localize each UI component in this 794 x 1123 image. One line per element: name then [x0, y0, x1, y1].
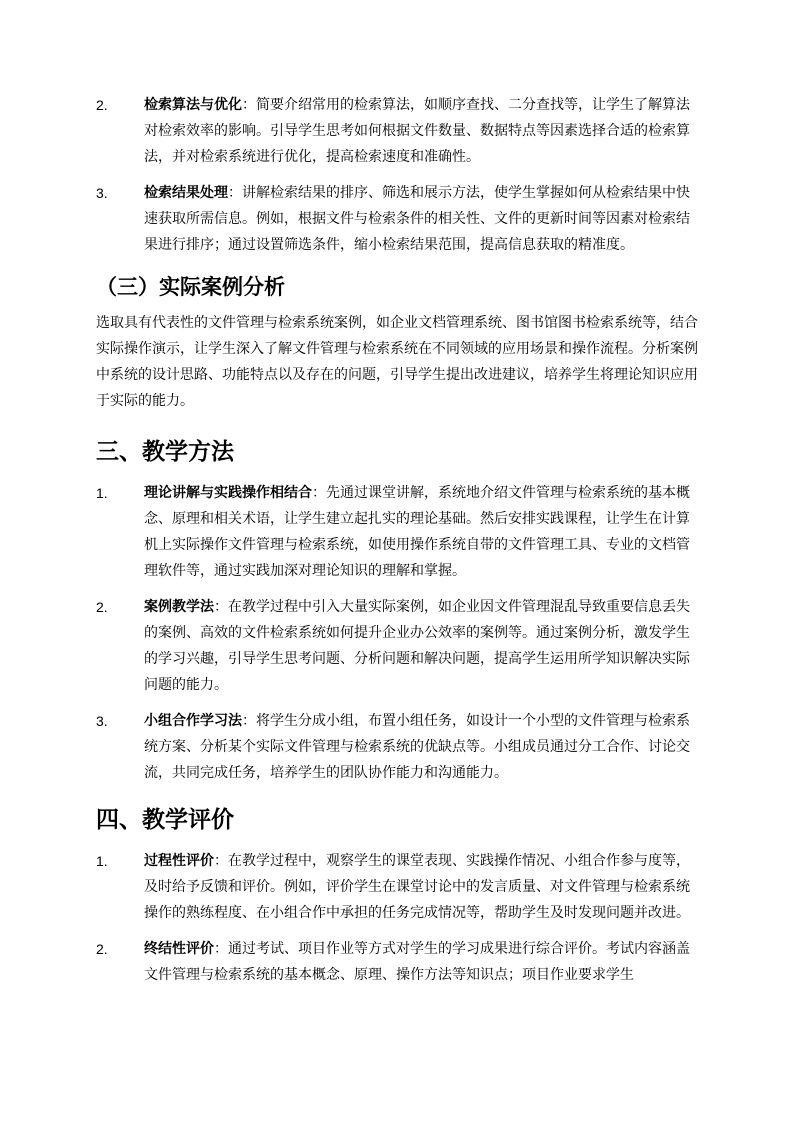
document-page — [96, 92, 702, 998]
list-item-label: 过程性评价 — [144, 853, 214, 869]
list-item — [96, 848, 702, 926]
list-item-text: 在教学过程中，观察学生的课堂表现、实践操作情况、小组合作参与度等，及时给予反馈和评价。例如，评价学生在课堂讨论中的发言质量、对文件管理与检索系统操作的熟练程度、在小组合作中承担的任务完成情况等，帮助学生及时发现问题并改进。 — [144, 853, 690, 921]
list-number: 1. — [96, 853, 108, 869]
list-item-separator: ： — [228, 185, 242, 201]
list-item — [96, 708, 702, 786]
list-number: 2. — [96, 941, 108, 957]
list-item — [96, 936, 702, 988]
teaching-evaluation-list — [96, 848, 702, 988]
case-analysis-paragraph: 选取具有代表性的文件管理与检索系统案例，如企业文档管理系统、图书馆图书检索系统等，结合实际操作演示，让学生深入了解文件管理与检索系统在不同领域的应用场景和操作流程。分析案例中系统的设计思路、功能特点以及存在的问题，引导学生提出改进建议，培养学生将理论知识应用于实际的能力。 — [96, 315, 698, 409]
list-item-separator: ： — [312, 485, 326, 501]
section-heading-teaching-evaluation: 四、教学评价 — [96, 807, 234, 833]
list-item-separator: ： — [242, 713, 256, 729]
section-heading-case-analysis: （三）实际案例分析 — [96, 275, 285, 299]
list-item-separator: ： — [242, 97, 256, 113]
top-list — [96, 92, 702, 258]
list-item-text: 通过考试、项目作业等方式对学生的学习成果进行综合评价。考试内容涵盖文件管理与检索系统的基本概念、原理、操作方法等知识点；项目作业要求学生 — [144, 941, 690, 983]
list-item-separator: ： — [214, 599, 228, 615]
list-item-text: 先通过课堂讲解，系统地介绍文件管理与检索系统的基本概念、原理和相关术语，让学生建立起扎实的理论基础。然后安排实践课程，让学生在计算机上实际操作文件管理与检索系统，如使用操作系统自带的文件管理工具、专业的文档管理软件等，通过实践加深对理论知识的理解和掌握。 — [144, 485, 690, 579]
list-item-label: 案例教学法 — [144, 599, 214, 615]
teaching-methods-list — [96, 480, 702, 786]
list-item-label: 小组合作学习法 — [144, 713, 242, 729]
list-item-text: 在教学过程中引入大量实际案例，如企业因文件管理混乱导致重要信息丢失的案例、高效的文件检索系统如何提升企业办公效率的案例等。通过案例分析，激发学生的学习兴趣，引导学生思考问题、分析问题和解决问题，提高学生运用所学知识解决实际问题的能力。 — [144, 599, 690, 693]
list-item-label: 检索算法与优化 — [144, 97, 242, 113]
list-item-separator: ： — [214, 853, 228, 869]
list-item — [96, 180, 702, 258]
list-number: 2. — [96, 599, 108, 615]
list-item-separator: ： — [214, 941, 228, 957]
list-item-label: 检索结果处理 — [144, 185, 228, 201]
list-number: 3. — [96, 713, 108, 729]
list-number: 2. — [96, 97, 108, 113]
list-item-label: 理论讲解与实践操作相结合 — [144, 485, 312, 501]
list-item-text: 将学生分成小组，布置小组任务，如设计一个小型的文件管理与检索系统方案、分析某个实际文件管理与检索系统的优缺点等。小组成员通过分工合作、讨论交流，共同完成任务，培养学生的团队协作能力和沟通能力。 — [144, 713, 690, 781]
section-heading-teaching-methods: 三、教学方法 — [96, 439, 234, 465]
list-item-text: 简要介绍常用的检索算法，如顺序查找、二分查找等，让学生了解算法对检索效率的影响。引导学生思考如何根据文件数量、数据特点等因素选择合适的检索算法，并对检索系统进行优化，提高检索速度和准确性。 — [144, 97, 690, 165]
list-item-label: 终结性评价 — [144, 941, 214, 957]
list-item — [96, 594, 702, 698]
list-item — [96, 92, 702, 170]
list-item-text: 讲解检索结果的排序、筛选和展示方法，使学生掌握如何从检索结果中快速获取所需信息。例如，根据文件与检索条件的相关性、文件的更新时间等因素对检索结果进行排序；通过设置筛选条件，缩小检索结果范围，提高信息获取的精准度。 — [144, 185, 690, 253]
list-item — [96, 480, 702, 584]
list-number: 3. — [96, 185, 108, 201]
list-number: 1. — [96, 485, 108, 501]
